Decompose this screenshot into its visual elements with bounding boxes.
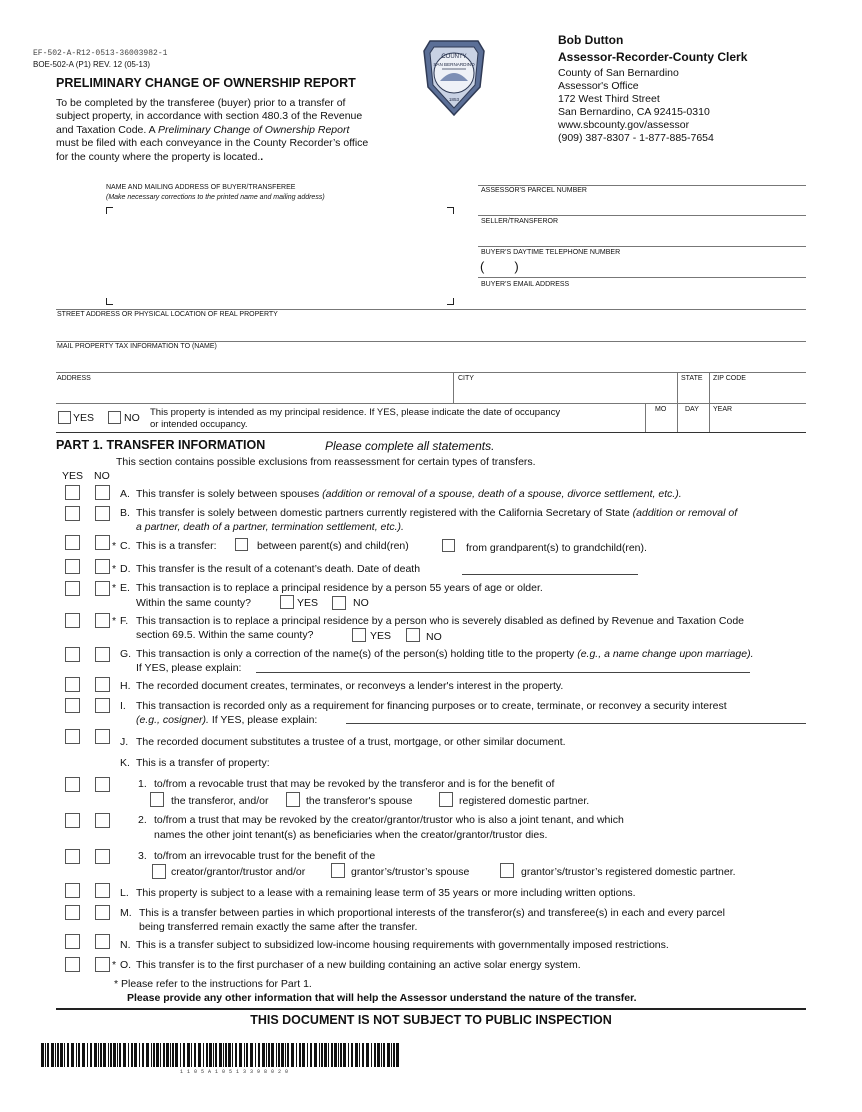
item-i-letter: I. <box>120 700 126 712</box>
item-h-letter: H. <box>120 680 131 692</box>
item-f-text: This transaction is to replace a principal residence by a person who is severely disabled as defined by Revenue and Taxation Code <box>136 615 744 627</box>
residence-no-label: NO <box>124 412 140 424</box>
item-k-letter: K. <box>120 757 130 769</box>
phone-input[interactable]: ( ) <box>480 259 519 274</box>
item-o-text: This transfer is to the first purchaser of a new building containing an active solar energy system. <box>136 959 581 971</box>
item-k3-opt3: grantor’s/trustor’s registered domestic partner. <box>521 866 736 878</box>
item-k1-no-checkbox[interactable] <box>95 777 110 792</box>
barcode-image <box>41 1043 399 1067</box>
email-input[interactable] <box>478 291 806 307</box>
col-yes-header: YES <box>62 470 84 482</box>
item-h-text: The recorded document creates, terminates, or reconveys a lender's interest in the property. <box>136 680 564 692</box>
item-o-letter: O. <box>120 959 132 971</box>
item-g-explain-label: If YES, please explain: <box>136 662 242 674</box>
item-f-same-county-yes-checkbox[interactable] <box>352 628 366 642</box>
item-o-yes-checkbox[interactable] <box>65 957 80 972</box>
item-k3-creator-checkbox[interactable] <box>152 864 166 879</box>
mail-name-input[interactable] <box>56 352 806 371</box>
residence-yes-checkbox[interactable] <box>58 411 71 424</box>
item-a-text: This transfer is solely between spouses (addition or removal of a spouse, death of a spouse, divorce settlement, etc.). <box>136 488 682 500</box>
item-n-no-checkbox[interactable] <box>95 934 110 949</box>
item-k3-no-checkbox[interactable] <box>95 849 110 864</box>
county-seal-logo <box>418 35 490 119</box>
barcode-text: 1 1 0 5 A 1 0 5 1 3 3 9 8 0 2 0 <box>180 1069 289 1075</box>
item-g-explain-input[interactable] <box>256 663 750 673</box>
item-k3-yes-checkbox[interactable] <box>65 849 80 864</box>
item-k1-opt1: the transferor, and/or <box>171 795 269 807</box>
col-no-header: NO <box>94 470 110 482</box>
item-o-no-checkbox[interactable] <box>95 957 110 972</box>
item-h-no-checkbox[interactable] <box>95 677 110 692</box>
item-g-text: This transaction is only a correction of the name(s) of the person(s) holding title to the property (e.g., a name change upon marriage). <box>136 648 754 660</box>
item-k-text: This is a transfer of property: <box>136 757 270 769</box>
item-b-letter: B. <box>120 507 130 519</box>
item-d-no-checkbox[interactable] <box>95 559 110 574</box>
item-k2-no-checkbox[interactable] <box>95 813 110 828</box>
occupancy-year-input[interactable] <box>710 416 806 431</box>
item-k1-partner-checkbox[interactable] <box>439 792 453 807</box>
item-l-text: This property is subject to a lease with a remaining lease term of 35 years or more including written options. <box>136 887 636 899</box>
address-input[interactable] <box>56 384 452 402</box>
item-o-asterisk: * <box>112 959 117 971</box>
item-k3-opt1: creator/grantor/trustor and/or <box>171 866 306 878</box>
item-g-yes-checkbox[interactable] <box>65 647 80 662</box>
phone-label: BUYER'S DAYTIME TELEPHONE NUMBER <box>481 249 621 256</box>
item-k1-transferor-checkbox[interactable] <box>150 792 164 807</box>
item-e-same-county-no-checkbox[interactable] <box>332 596 346 610</box>
item-k3-opt2: grantor’s/trustor’s spouse <box>351 866 470 878</box>
item-b-text-2: a partner, death of a partner, termination settlement, etc.). <box>136 521 404 533</box>
item-k3-text: to/from an irrevocable trust for the benefit of the <box>154 850 376 862</box>
date-of-death-input[interactable] <box>462 564 638 575</box>
item-i-explain-input[interactable] <box>346 714 806 724</box>
item-l-letter: L. <box>120 887 129 899</box>
day-label: DAY <box>685 406 699 413</box>
item-k1-number: 1. <box>138 778 147 790</box>
item-f-question: section 69.5. Within the same county? <box>136 629 314 641</box>
form-title: PRELIMINARY CHANGE OF OWNERSHIP REPORT <box>56 76 356 90</box>
city-input[interactable] <box>454 384 676 402</box>
item-f-letter: F. <box>120 615 129 627</box>
item-n-yes-checkbox[interactable] <box>65 934 80 949</box>
item-b-no-checkbox[interactable] <box>95 506 110 521</box>
zip-label: ZIP CODE <box>713 375 746 382</box>
item-m-letter: M. <box>120 907 132 919</box>
seller-input[interactable] <box>478 228 806 246</box>
item-e-text: This transaction is to replace a principal residence by a person 55 years of age or older. <box>136 582 543 594</box>
item-c-letter: C. <box>120 540 131 552</box>
item-k3-number: 3. <box>138 850 147 862</box>
item-e-no-label: NO <box>353 597 369 609</box>
item-k1-opt3: registered domestic partner. <box>459 795 590 807</box>
item-k3-spouse-checkbox[interactable] <box>331 863 345 878</box>
item-d-yes-checkbox[interactable] <box>65 559 80 574</box>
seal-sb-text: SAN BERNARDINO <box>433 62 475 67</box>
seal-year-text: 1853 <box>448 97 460 102</box>
item-h-yes-checkbox[interactable] <box>65 677 80 692</box>
item-a-yes-checkbox[interactable] <box>65 485 80 500</box>
item-b-text: This transfer is solely between domestic partners currently registered with the California Secretary of State (addition or removal of <box>136 507 738 519</box>
apn-label: ASSESSOR'S PARCEL NUMBER <box>481 187 587 194</box>
item-n-letter: N. <box>120 939 131 951</box>
item-n-text: This is a transfer subject to subsidized low-income housing requirements with governmentally imposed restrictions. <box>136 939 669 951</box>
state-label: STATE <box>681 375 703 382</box>
item-e-letter: E. <box>120 582 130 594</box>
seller-label: SELLER/TRANSFEROR <box>481 218 559 225</box>
item-k1-text: to/from a revocable trust that may be revoked by the transferor and is for the benefit of <box>154 778 555 790</box>
item-e-same-county-yes-checkbox[interactable] <box>280 595 294 609</box>
city-label: CITY <box>458 375 474 382</box>
item-m-text-2: being transferred remain exactly the same after the transfer. <box>139 921 418 933</box>
item-k2-number: 2. <box>138 814 147 826</box>
item-c-yes-checkbox[interactable] <box>65 535 80 550</box>
part1-intro: This section contains possible exclusions from reassessment for certain types of transfers. <box>116 456 536 468</box>
buyer-address-box[interactable] <box>100 205 460 305</box>
item-m-no-checkbox[interactable] <box>95 905 110 920</box>
item-k1-yes-checkbox[interactable] <box>65 777 80 792</box>
item-b-yes-checkbox[interactable] <box>65 506 80 521</box>
item-d-letter: D. <box>120 563 131 575</box>
footnote-bold: Please provide any other information that will help the Assessor understand the nature of the transfer. <box>127 992 637 1004</box>
item-j-text: The recorded document substitutes a trustee of a trust, mortgage, or other similar document. <box>136 736 566 748</box>
official-title: Assessor-Recorder-County Clerk <box>558 50 748 64</box>
residence-text: This property is intended as my principal residence. If YES, please indicate the date of occupancy or intended occupancy. <box>150 407 561 430</box>
item-g-letter: G. <box>120 648 132 660</box>
item-i-explain-label: (e.g., cosigner). If YES, please explain: <box>136 714 318 726</box>
item-k1-spouse-checkbox[interactable] <box>286 792 300 807</box>
item-i-text: This transaction is recorded only as a requirement for financing purposes or to create, terminate, or reconvey a security interest <box>136 700 727 712</box>
item-g-no-checkbox[interactable] <box>95 647 110 662</box>
item-c-asterisk: * <box>112 540 117 552</box>
item-i-no-checkbox[interactable] <box>95 698 110 713</box>
footnote: * Please refer to the instructions for Part 1. <box>114 978 312 990</box>
item-e-yes-label: YES <box>297 597 319 609</box>
form-code: EF-502-A-R12-0513-36003982-1 <box>33 49 168 58</box>
email-label: BUYER'S EMAIL ADDRESS <box>481 281 570 288</box>
item-e-yes-checkbox[interactable] <box>65 581 80 596</box>
item-c-text: This is a transfer: <box>136 540 217 552</box>
item-j-yes-checkbox[interactable] <box>65 729 80 744</box>
year-label: YEAR <box>713 406 733 413</box>
item-i-yes-checkbox[interactable] <box>65 698 80 713</box>
item-f-no-label: NO <box>426 631 442 643</box>
item-j-letter: J. <box>120 736 129 748</box>
official-name: Bob Dutton <box>558 33 624 47</box>
item-c-opt1: between parent(s) and child(ren) <box>257 540 409 552</box>
public-inspection-notice: THIS DOCUMENT IS NOT SUBJECT TO PUBLIC INSPECTION <box>250 1013 612 1027</box>
mail-name-label: MAIL PROPERTY TAX INFORMATION TO (NAME) <box>57 343 217 350</box>
item-a-no-checkbox[interactable] <box>95 485 110 500</box>
item-a-letter: A. <box>120 488 130 500</box>
item-c-opt2: from grandparent(s) to grandchild(ren). <box>466 542 647 554</box>
buyer-note: (Make necessary corrections to the printed name and mailing address) <box>106 194 325 201</box>
item-d-asterisk: * <box>112 563 117 575</box>
item-m-yes-checkbox[interactable] <box>65 905 80 920</box>
item-e-question: Within the same county? <box>136 597 251 609</box>
item-d-text: This transfer is the result of a cotenant’s death. Date of death <box>136 563 421 575</box>
item-k2-text: to/from a trust that may be revoked by the creator/grantor/trustor who is also a joint tenant, and which <box>154 814 624 826</box>
occupancy-month-input[interactable] <box>646 416 677 431</box>
item-j-no-checkbox[interactable] <box>95 729 110 744</box>
street-input[interactable] <box>56 320 806 340</box>
apn-input[interactable] <box>478 197 806 215</box>
item-l-no-checkbox[interactable] <box>95 883 110 898</box>
occupancy-day-input[interactable] <box>678 416 709 431</box>
item-c-parent-child-checkbox[interactable] <box>235 538 248 551</box>
intro-paragraph: To be completed by the transferee (buyer) prior to a transfer of subject property, in accordance with section 480.3 of the Revenue and Taxation Code. A Preliminary Change of Ownership Report must be filed with each conveyance in the County Recorder’s office for the county where the property is located.. <box>56 97 369 163</box>
item-k1-opt2: the transferor's spouse <box>306 795 413 807</box>
part1-heading: PART 1. TRANSFER INFORMATION <box>56 438 266 452</box>
office-address: County of San Bernardino Assessor's Office 172 West Third Street San Bernardino, CA 92415-0310 www.sbcounty.gov/assessor (909) 387-8307 - 1-877-885-7654 <box>558 67 714 144</box>
item-l-yes-checkbox[interactable] <box>65 883 80 898</box>
item-f-same-county-no-checkbox[interactable] <box>406 628 420 642</box>
item-e-asterisk: * <box>112 582 117 594</box>
part1-subheading: Please complete all statements. <box>325 439 495 453</box>
item-k2-yes-checkbox[interactable] <box>65 813 80 828</box>
address-label: ADDRESS <box>57 375 91 382</box>
item-f-no-checkbox[interactable] <box>95 613 110 628</box>
residence-no-checkbox[interactable] <box>108 411 121 424</box>
buyer-label: NAME AND MAILING ADDRESS OF BUYER/TRANSFEREE <box>106 184 296 191</box>
mo-label: MO <box>655 406 667 413</box>
state-input[interactable] <box>678 384 708 402</box>
item-k2-text-2: names the other joint tenant(s) as beneficiaries when the creator/grantor/trustor dies. <box>154 829 548 841</box>
street-label: STREET ADDRESS OR PHYSICAL LOCATION OF REAL PROPERTY <box>57 311 278 318</box>
residence-yes-label: YES <box>73 412 95 424</box>
item-f-asterisk: * <box>112 615 117 627</box>
seal-county-text: COUNTY <box>441 54 467 60</box>
form-revision: BOE-502-A (P1) REV. 12 (05-13) <box>33 60 151 69</box>
item-m-text: This is a transfer between parties in which proportional interests of the transferor(s) and transferee(s) in each and every parcel <box>139 907 725 919</box>
item-f-yes-checkbox[interactable] <box>65 613 80 628</box>
item-e-no-checkbox[interactable] <box>95 581 110 596</box>
item-k3-partner-checkbox[interactable] <box>500 863 514 878</box>
item-c-no-checkbox[interactable] <box>95 535 110 550</box>
item-c-grandparent-checkbox[interactable] <box>442 539 455 552</box>
item-f-yes-label: YES <box>370 630 392 642</box>
zip-input[interactable] <box>710 384 806 402</box>
